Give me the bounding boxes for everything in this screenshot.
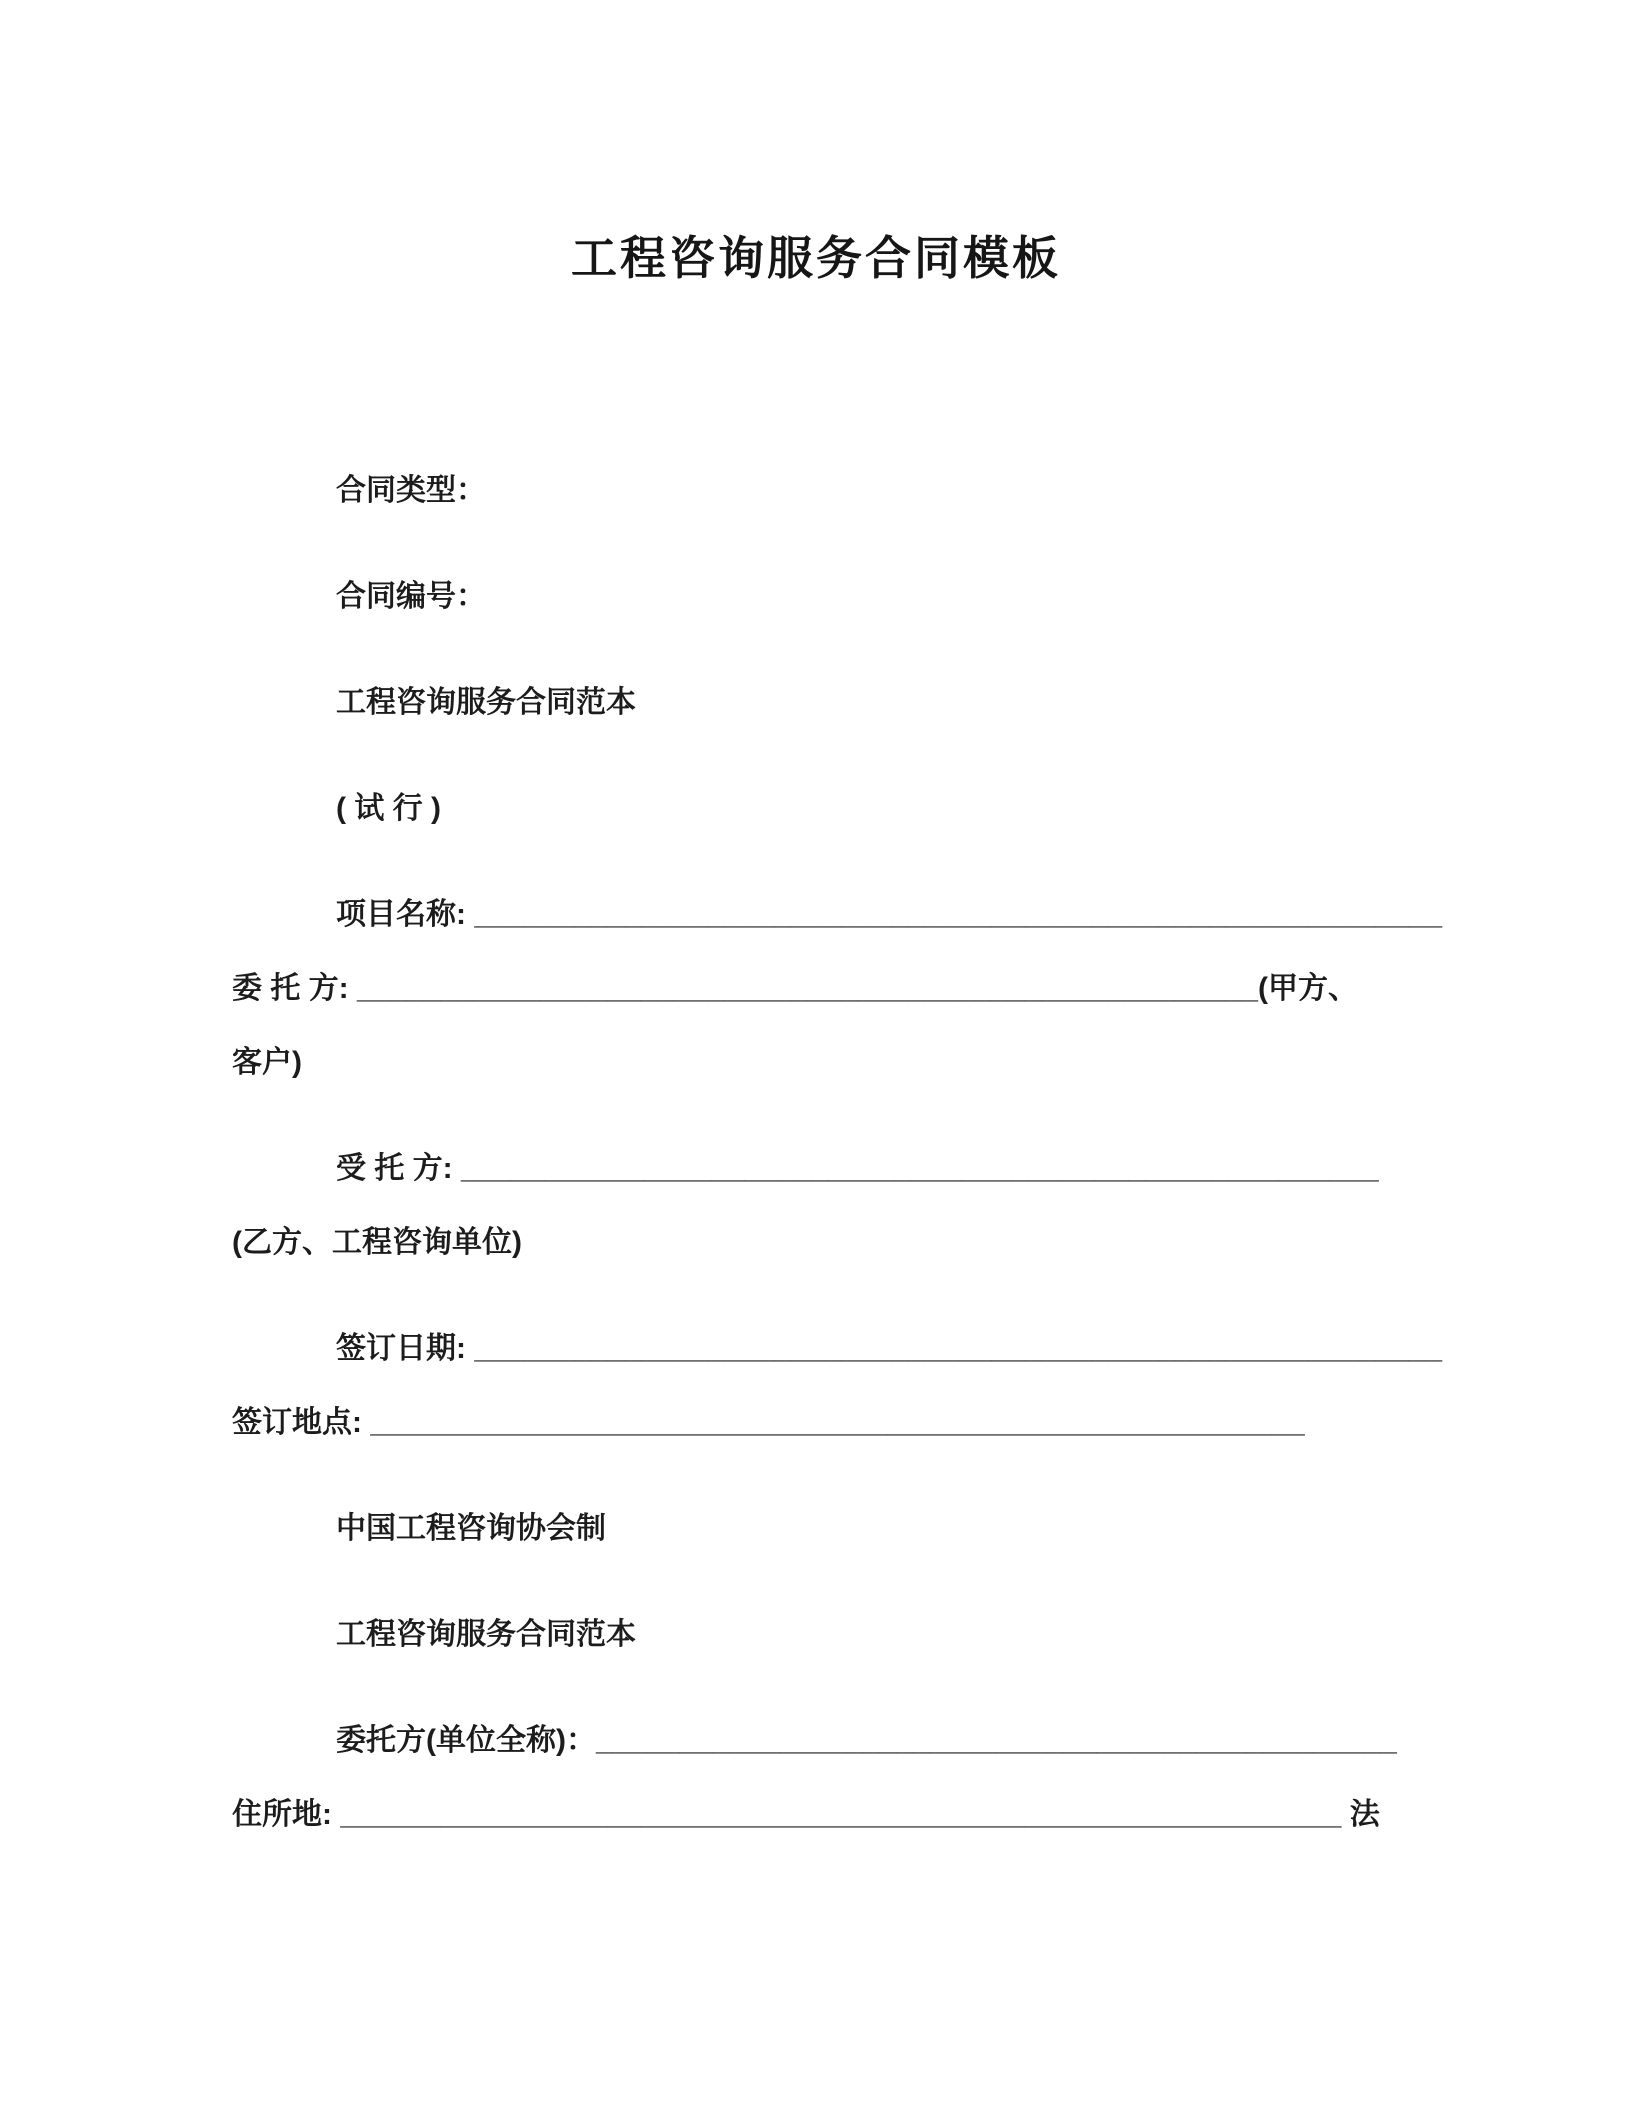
- trial-edition-line: ( 试 行 ): [336, 792, 441, 825]
- contract-type-line: 合同类型：: [336, 474, 486, 507]
- trustee-party-line-wrap: (乙方、工程咨询单位): [232, 1226, 522, 1259]
- client-party-line: 委 托 方: ______________________________________________________(甲方、: [232, 972, 1358, 1005]
- document-title: 工程咨询服务合同模板: [571, 232, 1061, 284]
- signing-date-line: 签订日期: __________________________________________________________: [336, 1332, 1443, 1365]
- document-body: [232, 454, 1443, 1852]
- signing-place-line: 签订地点: ________________________________________________________: [232, 1406, 1305, 1439]
- contract-subtitle-line-2: 工程咨询服务合同范本: [336, 1618, 636, 1651]
- issuing-association-line: 中国工程咨询协会制: [336, 1512, 606, 1545]
- domicile-line: 住所地: ____________________________________________________________ 法: [232, 1798, 1380, 1831]
- trustee-party-line: 受 托 方: _______________________________________________________: [336, 1152, 1379, 1185]
- client-party-line-wrap: 客户): [232, 1046, 302, 1079]
- contract-subtitle-line: 工程咨询服务合同范本: [336, 686, 636, 719]
- project-name-line: 项目名称: __________________________________________________________: [336, 898, 1443, 931]
- client-fullname-line: 委托方(单位全称)：________________________________________________: [336, 1724, 1397, 1757]
- contract-number-line: 合同编号：: [336, 580, 486, 613]
